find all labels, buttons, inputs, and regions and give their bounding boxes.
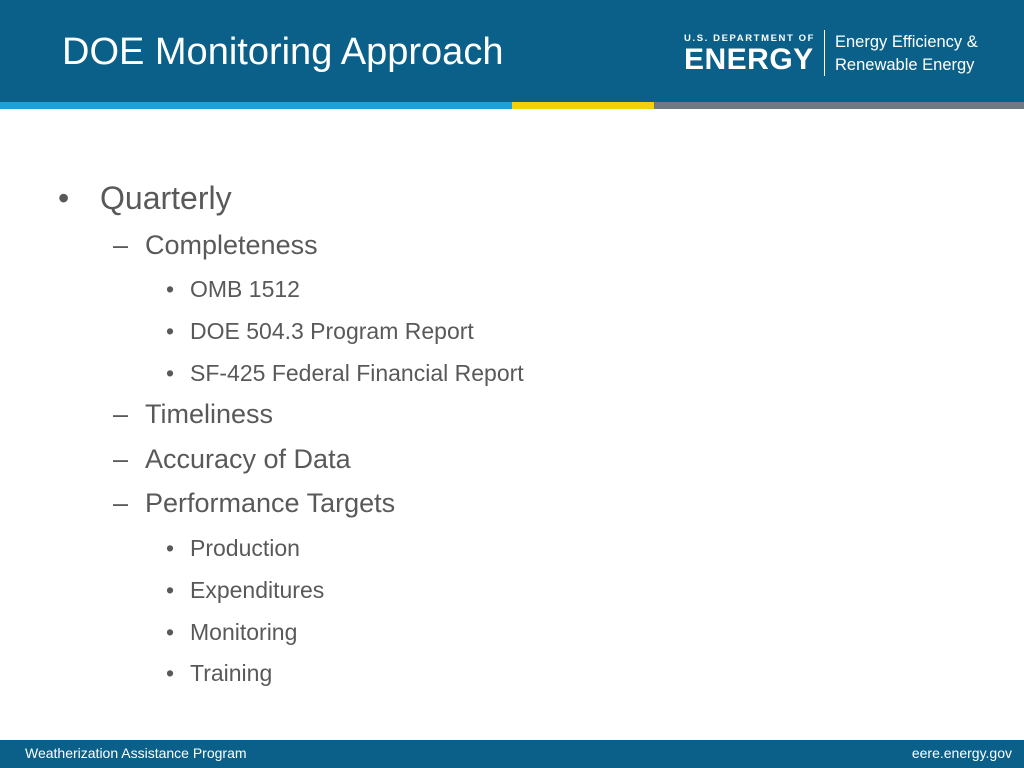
logo-department-text: U.S. DEPARTMENT OF (684, 33, 816, 44)
bullet-marker: • (58, 180, 70, 216)
bullet-omb-1512: OMB 1512 (190, 276, 300, 302)
bullet-expenditures: Expenditures (190, 577, 325, 603)
logo-office-line1: Energy Efficiency & (835, 33, 978, 51)
footer-program-name: Weatherization Assistance Program (25, 745, 247, 761)
bullet-training: Training (190, 660, 273, 686)
bullet-marker: • (166, 360, 175, 386)
bullet-performance-targets: Performance Targets (145, 488, 396, 518)
bullet-production: Production (190, 535, 300, 561)
bullet-quarterly: Quarterly (100, 180, 232, 216)
dash-marker: – (113, 444, 129, 474)
dash-marker: – (113, 488, 129, 518)
logo-energy-wordmark: ENERGY (684, 43, 814, 76)
bullet-accuracy-of-data: Accuracy of Data (145, 444, 351, 474)
bullet-completeness: Completeness (145, 230, 318, 260)
bullet-marker: • (166, 535, 175, 561)
bullet-doe-504-report: DOE 504.3 Program Report (190, 318, 474, 344)
slide-title: DOE Monitoring Approach (62, 31, 504, 73)
bullet-marker: • (166, 276, 175, 302)
dash-marker: – (113, 230, 129, 260)
footer-bar (0, 740, 1024, 768)
bullet-sf-425-report: SF-425 Federal Financial Report (190, 360, 524, 386)
dash-marker: – (113, 399, 129, 429)
footer-url: eere.energy.gov (911, 745, 1012, 761)
bullet-marker: • (166, 660, 175, 686)
bullet-timeliness: Timeliness (145, 399, 274, 429)
logo-office-line2: Renewable Energy (835, 56, 975, 74)
bullet-monitoring: Monitoring (190, 619, 298, 645)
bullet-marker: • (166, 318, 175, 344)
bullet-marker: • (166, 619, 175, 645)
bullet-marker: • (166, 577, 175, 603)
